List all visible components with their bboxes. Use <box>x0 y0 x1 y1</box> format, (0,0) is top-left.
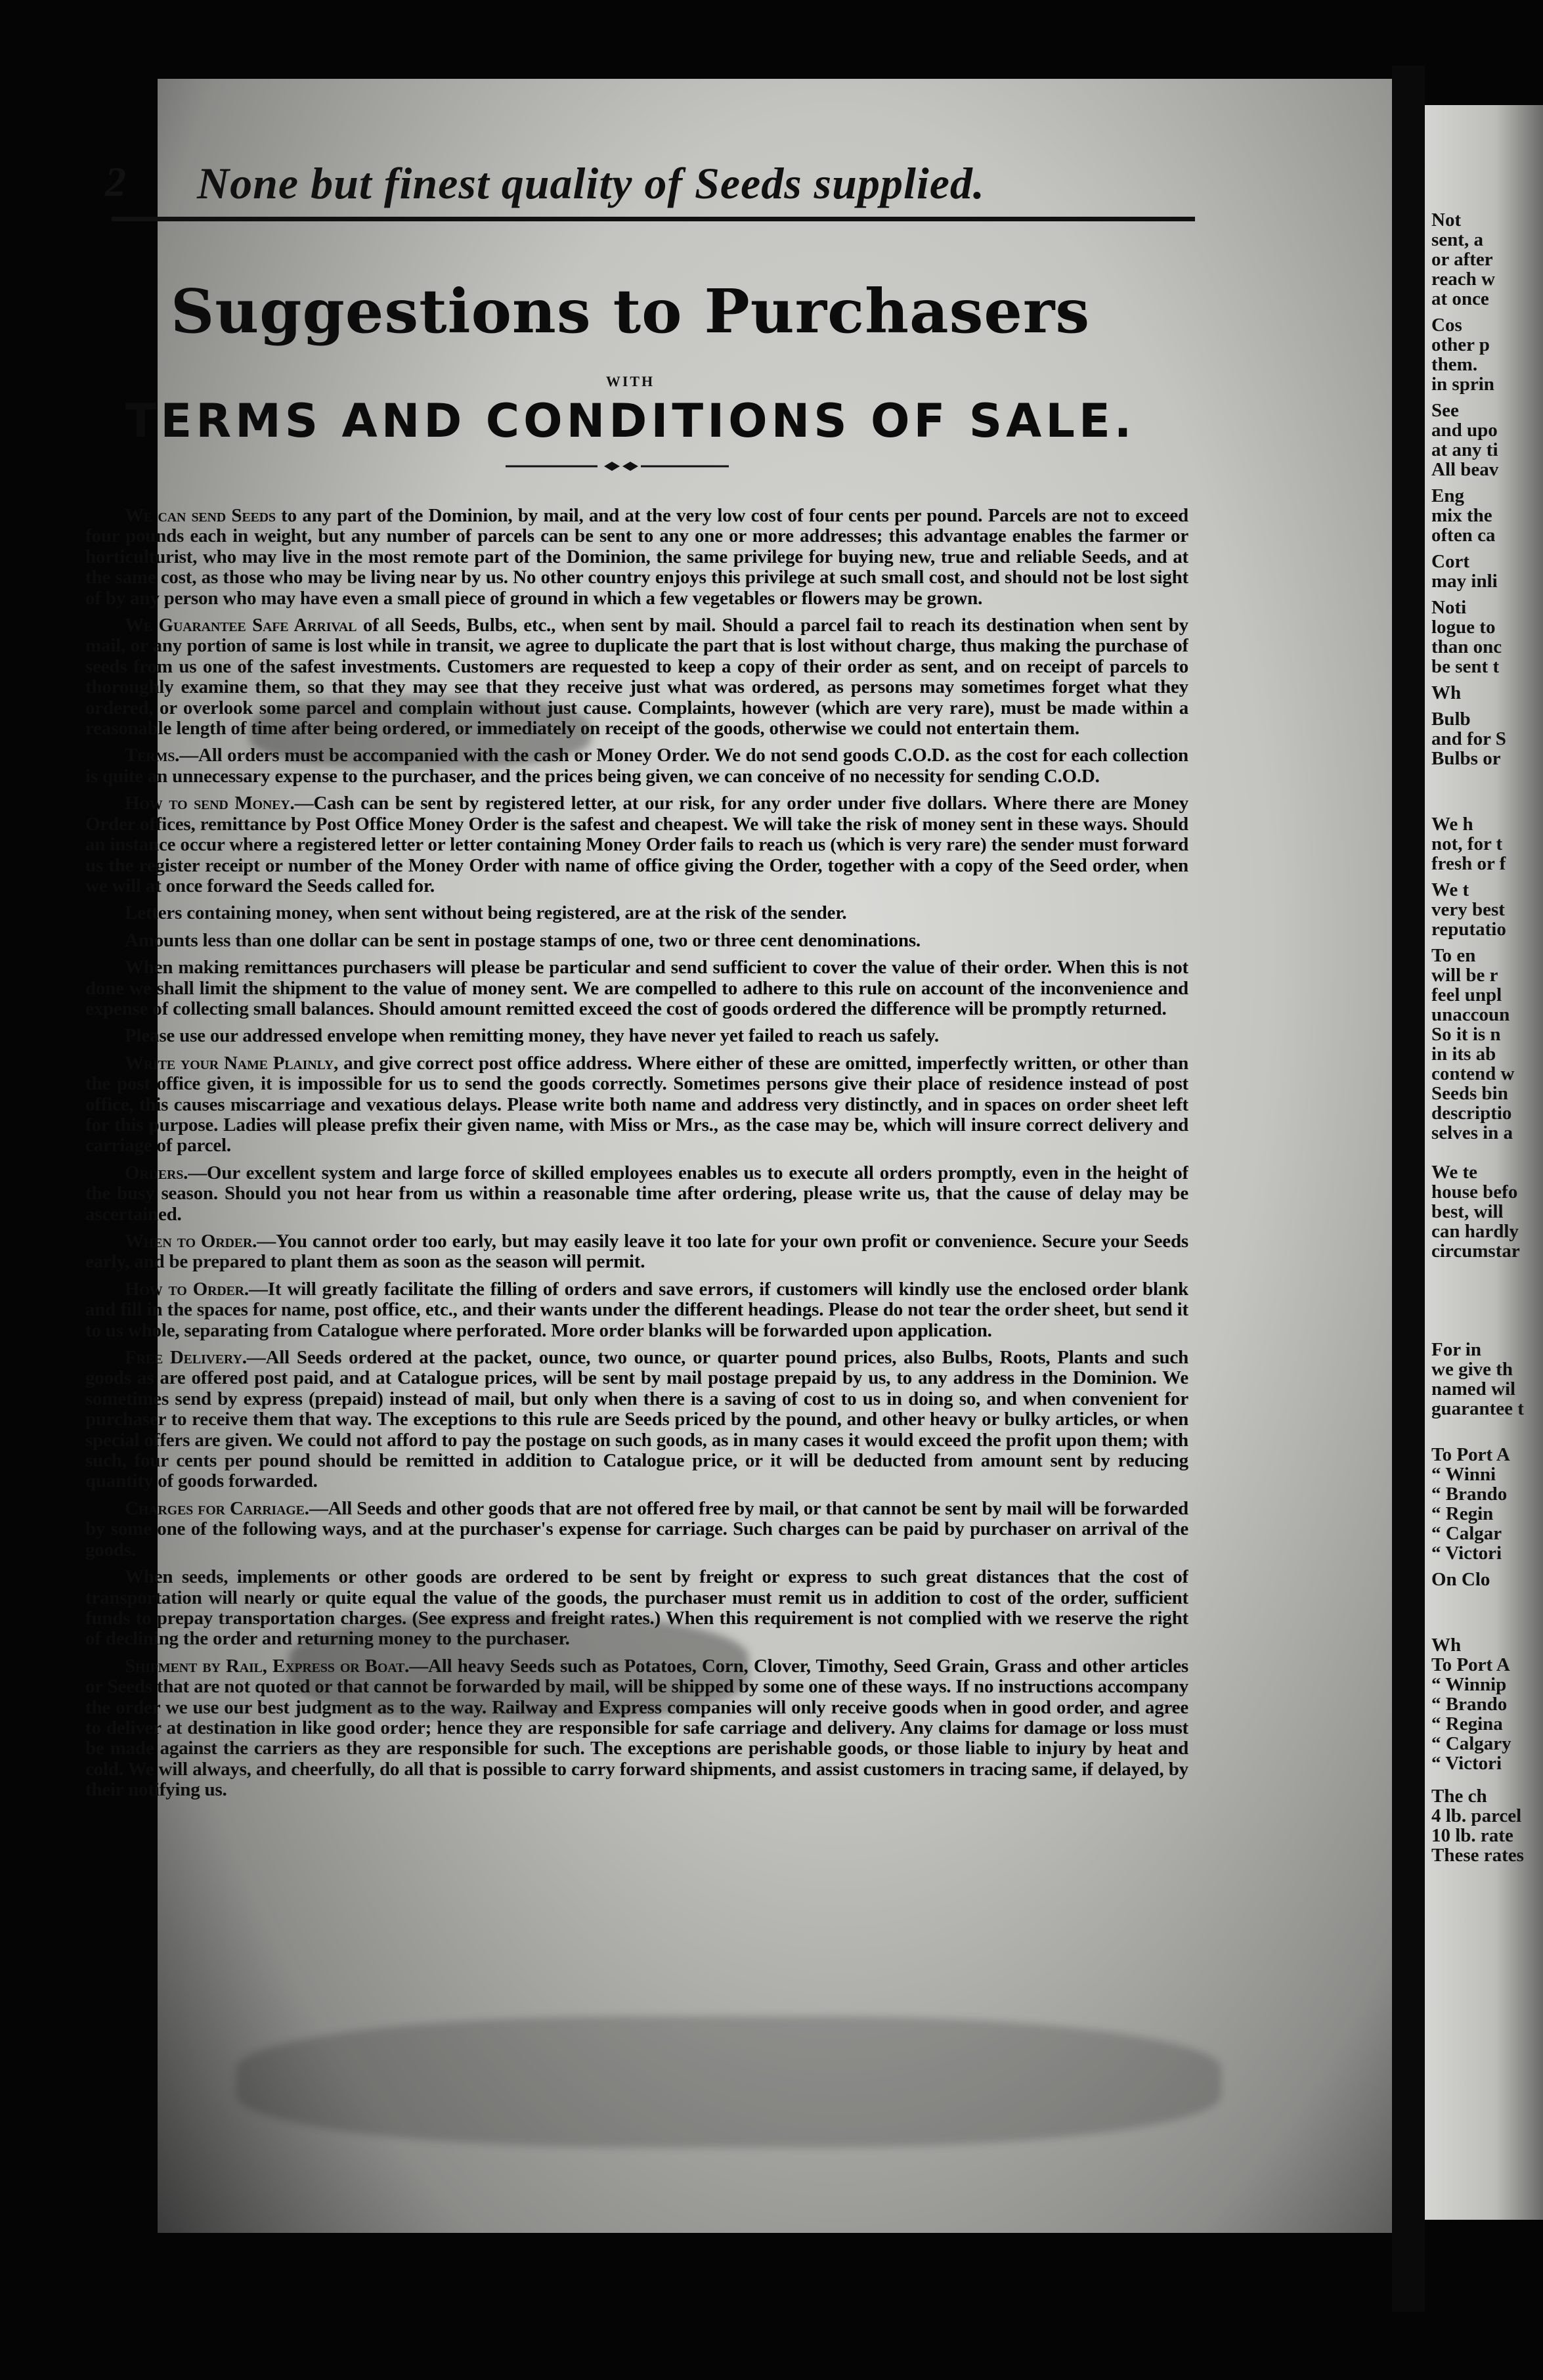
paragraph-lead: How to Order. <box>125 1278 249 1300</box>
facing-page-fragment: Bulbs or <box>1431 749 1501 769</box>
page-title: Suggestions to Purchasers <box>170 276 1091 347</box>
facing-page-fragment: in sprin <box>1431 374 1494 395</box>
paragraph-text: —All Seeds and other goods that are not offered free by mail, or that cannot be sent by mail will be forwarded by some one of the following ways, and at the purchaser's expense for carriage. Such charges can be paid by purchaser on arrival of the goods. <box>85 1497 1188 1560</box>
paragraph-lead: Charges for Carriage. <box>125 1497 309 1519</box>
facing-page-fragment: at any ti <box>1431 440 1498 460</box>
terms-paragraph <box>85 1656 1188 1801</box>
facing-page-fragment: “ Victori <box>1431 1543 1502 1564</box>
facing-page-fragment: at once <box>1431 289 1489 309</box>
facing-page-fragment: be sent t <box>1431 657 1500 677</box>
facing-page-fragment: We te <box>1431 1162 1478 1183</box>
facing-page-fragment: Wh <box>1431 683 1462 703</box>
facing-page-fragment: So it is n <box>1431 1025 1501 1045</box>
facing-page-fragment: and upo <box>1431 420 1498 441</box>
header-rule <box>112 217 1195 221</box>
paragraph-text: —You cannot order too early, but may easily leave it too late for your own profit or convenience. Secure your Seeds early, and be prepared to plant them as soon as the season will permit. <box>85 1231 1188 1273</box>
running-title: None but finest quality of Seeds supplied. <box>197 158 985 208</box>
terms-paragraph <box>85 793 1188 896</box>
paragraph-text: and give correct post office address. Where either of these are omitted, imperfectly written, or other than the post office given, it is impossible for us to send the goods correctly. Sometimes persons give their place of residence instead of post office, this causes miscarriage and vexatious delays. Please write both name and address very distinctly, and in spaces on order sheet left for this purpose. Ladies will please prefix their given name, with Miss or Mrs., as the case may be, which will insure correct delivery and carriage of parcel. <box>85 1052 1188 1157</box>
facing-page-fragment: logue to <box>1431 617 1496 638</box>
terms-paragraph <box>85 1348 1188 1492</box>
facing-page-fragment: or after <box>1431 250 1493 270</box>
running-header <box>105 144 1195 223</box>
facing-page-fragment: To Port A <box>1431 1655 1510 1675</box>
paragraph-text: —All Seeds ordered at the packet, ounce, two ounce, or quarter pound prices, also Bulbs, Roots, Plants and such goods as are offered post paid, and at Catalogue prices, will be sent by mail postage prepaid by us, to any address in the Dominion. We sometimes send by express (prepaid) instead of mail, but only when there is a saving of cost to us in doing so, and when convenient for purchaser to receive them that way. The exceptions to this rule are Seeds priced by the pound, and other heavy or bulky articles, or when special offers are given. We could not afford to pay the postage on such goods, as in many cases it would exceed the profit upon them; with such, four cents per pound should be remitted in addition to Catalogue price, or it will be deducted from amount sent by reducing quantity of goods forwarded. <box>85 1347 1188 1492</box>
terms-paragraph <box>85 1163 1188 1225</box>
facing-page-fragment: feel unpl <box>1431 985 1502 1005</box>
facing-page-fragment: We h <box>1431 814 1473 835</box>
facing-page-fragment: guarantee t <box>1431 1399 1524 1419</box>
facing-page-fragment: “ Calgary <box>1431 1734 1511 1754</box>
terms-paragraph <box>85 1026 1188 1046</box>
paragraph-text: —Our excellent system and large force of skilled employees enables us to execute all orders promptly, even in the height of the busy season. Should you not hear from us within a reasonable time after ordering, please write us, that the cause of delay may be ascertained. <box>85 1162 1188 1225</box>
facing-page-fragment: Wh <box>1431 1635 1462 1656</box>
terms-paragraph <box>85 958 1188 1019</box>
facing-page-fragment: “ Winnip <box>1431 1675 1507 1695</box>
page-subtitle: TERMS AND CONDITIONS OF SALE. <box>125 394 1136 448</box>
facing-page-fragment: “ Calgar <box>1431 1524 1502 1544</box>
paragraph-lead: Free Delivery. <box>125 1347 247 1369</box>
terms-paragraph <box>85 615 1188 739</box>
facing-page-fragment: Eng <box>1431 486 1464 506</box>
paragraph-text: Please use our addressed envelope when remitting money, they have never yet failed to reach us safely. <box>125 1025 939 1047</box>
facing-page-fragment: On Clo <box>1431 1570 1490 1590</box>
facing-page-fragment: To Port A <box>1431 1445 1510 1465</box>
facing-page-fragment: We t <box>1431 880 1469 900</box>
terms-paragraph <box>85 1499 1188 1560</box>
facing-page-fragment: “ Brando <box>1431 1694 1508 1715</box>
title-connector: WITH <box>605 373 655 389</box>
paragraph-text: Letters containing money, when sent without being registered, are at the risk of the sender. <box>125 902 847 924</box>
facing-page-fragment: very best <box>1431 900 1505 920</box>
paragraph-lead: Write your Name Plainly, <box>125 1052 339 1074</box>
ornament-divider <box>506 460 729 473</box>
terms-paragraph <box>85 1279 1188 1341</box>
paragraph-text: —All orders must be accompanied with the cash or Money Order. We do not send goods C.O.D. as the cost for each collection is quite an unnecessary expense to the purchaser, and the prices being given, we can conceive of no necessity for sending C.O.D. <box>85 745 1188 787</box>
facing-page-fragment: “ Winni <box>1431 1465 1496 1485</box>
facing-page-fragment: circumstar <box>1431 1241 1520 1262</box>
facing-page-fragment: “ Brando <box>1431 1484 1508 1505</box>
facing-page-fragment: 4 lb. parcel <box>1431 1806 1522 1826</box>
facing-page-fragment: contend w <box>1431 1064 1515 1084</box>
facing-page-fragment: can hardly <box>1431 1222 1519 1242</box>
paragraph-text: When seeds, implements or other goods are ordered to be sent by freight or express to such great distances that the cost of transportation will nearly or quite equal the value of the goods, the purchaser must remit us in addition to cost of the order, sufficient funds to prepay transportation charges. (See express and freight rates.) When this requirement is not complied with we reserve the right of declining the order and returning money to the purchaser. <box>85 1566 1188 1650</box>
facing-page-fragment: Seeds bin <box>1431 1084 1508 1104</box>
facing-page-fragment: For in <box>1431 1340 1481 1360</box>
facing-page-fragment: than onc <box>1431 637 1502 657</box>
facing-page-fragment: descriptio <box>1431 1103 1512 1124</box>
facing-page-fragment: often ca <box>1431 525 1496 546</box>
facing-page-fragment: will be r <box>1431 965 1498 986</box>
facing-page-fragment: best, will <box>1431 1202 1504 1222</box>
facing-page-fragment: sent, a <box>1431 230 1483 250</box>
facing-page-fragment: we give th <box>1431 1359 1513 1380</box>
facing-page-fragment: fresh or f <box>1431 854 1506 874</box>
paragraph-lead: Terms. <box>125 745 180 766</box>
facing-page-fragment: “ Victori <box>1431 1753 1502 1774</box>
facing-page-fragment: Cort <box>1431 552 1469 572</box>
facing-page-fragment: and for S <box>1431 729 1506 749</box>
paragraph-lead: How to send Money. <box>125 793 295 814</box>
facing-page-fragment: house befo <box>1431 1182 1518 1202</box>
paragraph-text: to any part of the Dominion, by mail, and at the very low cost of four cents per pound. Parcels are not to exceed four pounds each in weight, but any number of parcels can be sent to any one or more addresses; this advantage enables the farmer or horticulturist, who may live in the most remote part of the Dominion, the same privilege for buying new, true and reliable Seeds, and at the same cost, as those who may be living near by us. No other country enjoys this privilege at such small cost, and should not be lost sight of by any person who may have even a small piece of ground in which a few vegetables or flowers may be grown. <box>85 506 1188 609</box>
binding-gutter <box>1392 66 1425 2312</box>
facing-page-fragment: “ Regin <box>1431 1504 1494 1524</box>
terms-body <box>85 506 1188 2069</box>
facing-page-fragment: named wil <box>1431 1379 1516 1399</box>
facing-page-fragment: them. <box>1431 355 1478 375</box>
facing-page-fragment: These rates <box>1431 1845 1524 1866</box>
paragraph-lead: We can send Seeds <box>125 506 276 526</box>
paragraph-text: —It will greatly facilitate the filling of orders and save errors, if customers will kindly use the enclosed order blank and fill in the spaces for name, post office, etc., and their wants under the different headings. Please do not tear the order sheet, but send it to us whole, separating from Catalogue where perforated. More order blanks will be forwarded upon application. <box>85 1278 1188 1341</box>
terms-paragraph <box>85 506 1188 609</box>
facing-page-fragment: 10 lb. rate <box>1431 1826 1513 1846</box>
facing-page-fragment: in its ab <box>1431 1044 1496 1065</box>
facing-page-fragment: Noti <box>1431 598 1467 618</box>
terms-paragraph <box>85 903 1188 923</box>
facing-page-fragment: reach w <box>1431 269 1495 290</box>
terms-paragraph <box>85 1567 1188 1650</box>
paragraph-text: When making remittances purchasers will please be particular and send sufficient to cover the value of their order. When this is not done we shall limit the shipment to the value of money sent. We are compelled to adhere to this rule on account of the inconvenience and expense of collecting small balances. Should amount remitted exceed the cost of goods ordered the difference will be promptly returned. <box>85 957 1188 1019</box>
facing-page-fragment: “ Regina <box>1431 1714 1503 1734</box>
paragraph-text: of all Seeds, Bulbs, etc., when sent by mail. Should a parcel fail to reach its destination when sent by mail, or any portion of same is lost while in transit, we agree to duplicate the part that is lost without charge, thus making the purchase of seeds from us one of the safest investments. Customers are requested to keep a copy of their order as sent, and on receipt of parcels to thoroughly examine them, so that they may see that they receive just what was ordered, as persons may sometimes forget what they ordered, or overlook some parcel and complain without just cause. Complaints, however (which are very rare), must be made within a reasonable length of time after being ordered, or immediately on receipt of the goods, otherwise we could not entertain them. <box>85 615 1188 739</box>
paragraph-text: —All heavy Seeds such as Potatoes, Corn, Clover, Timothy, Seed Grain, Grass and other articles or Seeds that are not quoted or that cannot be forwarded by mail, will be shipped by some one of these ways. If no instructions accompany the order we use our best judgment as to the way. Railway and Express companies will only receive goods when in good order, and agree to deliver at destination in like good order; hence they are responsible for safe carriage and delivery. Any claims for damage or loss must be made against the carriers as they are responsible for such. The exceptions are perishable goods, or those liable to injury by heat and cold. We will always, and cheerfully, do all that is possible to carry forward shipments, and assist customers in tracing same, if delayed, by their notifying us. <box>85 1655 1188 1801</box>
facing-page-fragment: mix the <box>1431 506 1492 526</box>
paragraph-lead: Shipment by Rail, Express or Boat. <box>125 1655 410 1677</box>
facing-page-fragment: To en <box>1431 946 1476 966</box>
facing-page-fragment: not, for t <box>1431 834 1503 854</box>
terms-paragraph <box>85 745 1188 787</box>
facing-page-fragment: Bulb <box>1431 709 1471 730</box>
facing-page-fragment: unaccoun <box>1431 1005 1510 1025</box>
paragraph-text: Amounts less than one dollar can be sent in postage stamps of one, two or three cent denominations. <box>125 929 921 951</box>
terms-paragraph <box>85 1053 1188 1157</box>
facing-page-fragment: Cos <box>1431 315 1462 336</box>
facing-page-fragment: selves in a <box>1431 1123 1513 1143</box>
paragraph-lead: Orders. <box>125 1162 188 1183</box>
facing-page-fragment: may inli <box>1431 571 1498 592</box>
paragraph-lead: We Guarantee Safe Arrival <box>125 615 357 636</box>
facing-page-fragment: other p <box>1431 335 1490 355</box>
terms-paragraph <box>85 931 1188 951</box>
facing-page-edge <box>1425 105 1543 2220</box>
facing-page-fragment: All beav <box>1431 460 1499 480</box>
paragraph-text: —Cash can be sent by registered letter, at our risk, for any order under five dollars. Where there are Money Order offices, remittance by Post Office Money Order is the safest and cheapest. We will take the risk of money sent in these ways. Should an instance occur where a registered letter or letter containing Money Order fails to reach us (which is very rare) the sender must forward us the register receipt or number of the Money Order with name of office giving the Order, together with a copy of the Seed order, when we will at once forward the Seeds called for. <box>85 793 1188 896</box>
facing-page-fragment: reputatio <box>1431 919 1506 940</box>
page-number: 2 <box>105 158 126 205</box>
paragraph-lead: When to Order. <box>125 1231 257 1252</box>
facing-page-fragment: Not <box>1431 210 1462 231</box>
terms-paragraph <box>85 1231 1188 1273</box>
facing-page-fragment: The ch <box>1431 1786 1487 1807</box>
facing-page-fragment: See <box>1431 401 1459 421</box>
